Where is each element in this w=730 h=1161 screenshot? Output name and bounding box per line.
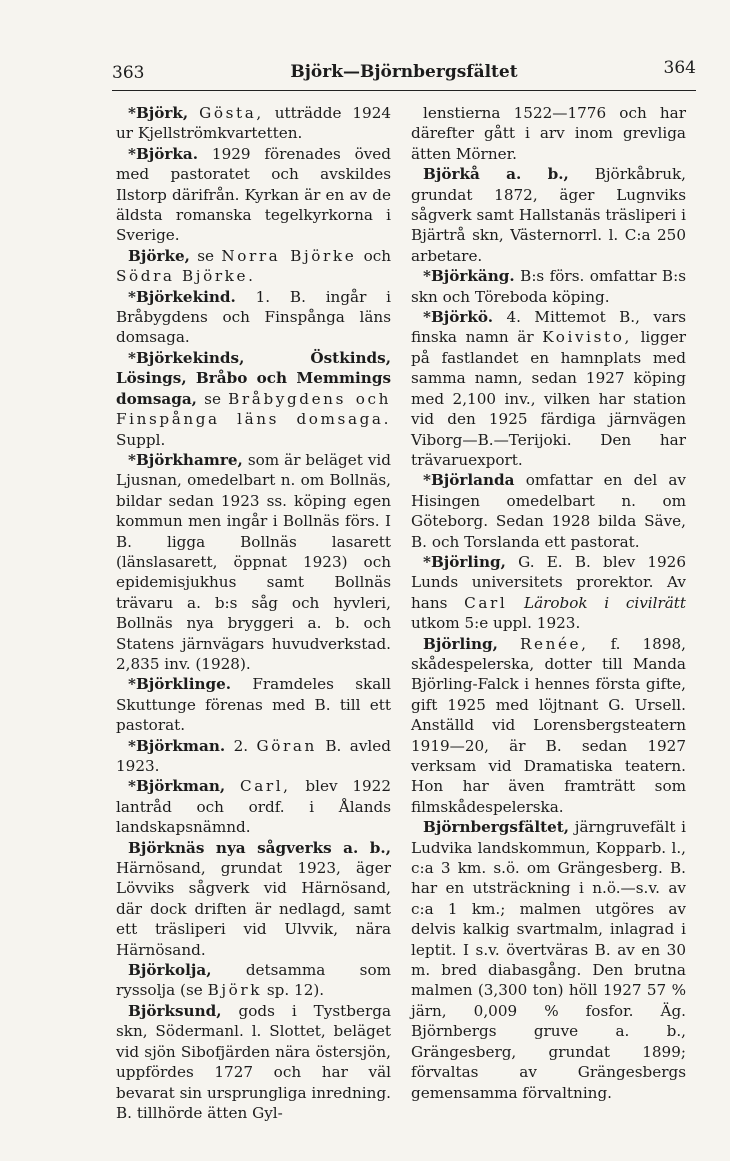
- article-entry: [116, 450, 391, 674]
- entry-headword: *Björkekinds, Östkinds, Lösings, Bråbo och Memmings domsaga,: [116, 348, 391, 408]
- spaced-name: Björk: [207, 981, 263, 1000]
- article-entry: [411, 103, 686, 164]
- entry-text-continued: Suppl.: [116, 430, 166, 449]
- article-entry: [411, 817, 686, 1103]
- entry-headword: Björke,: [128, 246, 190, 265]
- spaced-name: Carl: [464, 593, 508, 612]
- article-entry: [116, 736, 391, 777]
- entry-text: utträdde 1924 ur Kjellströmkvartetten.: [116, 104, 392, 143]
- spaced-name: Carl,: [239, 777, 291, 796]
- entry-headword: Björkå a. b.,: [423, 165, 569, 184]
- article-entry: [116, 960, 391, 1001]
- article-entry: [116, 103, 391, 144]
- article-entry: [116, 246, 391, 287]
- entry-text-continued: utkom 5:e uppl. 1923.: [411, 614, 581, 633]
- entry-text-continued: ligger på fastlandet en hamnplats med samma namn, sedan 1927 köping med 2,100 inv., vilken har station vid den 1925 färdiga järnvägen Viborg—B.—Terijoki. Den har trävaruexport.: [411, 328, 686, 469]
- article-entry: [116, 776, 391, 837]
- entry-headword: Björnbergsfältet,: [423, 818, 570, 837]
- article-entry: [116, 144, 391, 246]
- entry-text: 1. B. ingår i Bråbygdens och Finspånga läns domsaga.: [116, 287, 392, 347]
- entry-text: B:s förs. omfattar B:s skn och Töreboda köping.: [411, 267, 686, 306]
- entry-text: lenstierna 1522—1776 och har därefter gått i arv inom grevliga ätten Mörner.: [411, 104, 686, 163]
- spaced-name: Gösta,: [199, 104, 264, 122]
- entry-text: blev 1922 lantråd och ordf. i Ålands landskapsnämnd.: [116, 777, 391, 837]
- spaced-name: Renée,: [519, 634, 589, 653]
- entry-text: f. 1898, skådespelerska, dotter till Manda Björling-Falck i hennes första gifte, gift 1925 med löjtnant G. Ursell. Anställd vid Lorensbergsteatern 1919—20, är B. sedan 1927 verksam vid Dramatiska teatern. Hon har även framträtt som filmskådespelerska.: [411, 634, 686, 816]
- page-number-right: 364: [663, 58, 696, 78]
- article-entry: [116, 287, 391, 348]
- page-header: [112, 58, 696, 94]
- entry-headword: *Björkman.: [128, 736, 226, 755]
- entry-headword: *Björkäng.: [423, 267, 515, 286]
- header-rule: [112, 90, 696, 91]
- entry-headword: *Björlanda: [423, 471, 515, 490]
- article-entry: [411, 634, 686, 818]
- entry-text: 2.: [233, 736, 249, 755]
- article-entry: [116, 348, 391, 450]
- entry-text: Björkåbruk, grundat 1872, äger Lugnviks sågverk samt Hallstanäs träsliperi i Bjärtrå skn, Västernorrl. l. C:a 250 arbetare.: [411, 165, 687, 265]
- spaced-name: Göran: [256, 736, 317, 755]
- article-entry: [116, 1001, 391, 1123]
- entry-text: se: [204, 389, 221, 408]
- entry-headword: Björling,: [423, 634, 498, 653]
- entry-text: G. E. B. blev 1926 Lunds universitets prorektor. Av hans: [411, 552, 687, 612]
- entry-text: detsamma som ryssolja (se: [116, 961, 391, 1000]
- entry-headword: Björknäs nya sågverks a. b.,: [128, 838, 391, 857]
- italic-title: Lärobok i civilrätt: [524, 593, 687, 612]
- entry-headword: Björksund,: [128, 1001, 222, 1020]
- entry-text: som är beläget vid Ljusnan, omedelbart n. om Bollnäs, bildar sedan 1923 ss. köping egen kommun men ingår i Bollnäs förs. I B. ligga Bollnäs lasarett (länslasarett, öppnat 1923) och epidemisjukhus samt Bollnäs trävaru a. b:s såg och hyvleri, Bollnäs nya bryggeri a. b. och Statens järnvägars huvudverkstad. 2,835 inv. (1928).: [116, 450, 392, 673]
- entry-text-continued: sp. 12).: [266, 981, 325, 1000]
- left-column: [116, 103, 391, 1123]
- entry-headword: *Björkhamre,: [128, 450, 243, 469]
- entry-text: se: [197, 246, 215, 265]
- entry-headword: *Björk,: [128, 104, 189, 122]
- entry-text: 1929 förenades öved med pastoratet och avskildes Ilstorp därifrån. Kyrkan är en av de äldsta romanska tegelkyrkorna i Sverige.: [116, 144, 392, 245]
- article-entry: [411, 470, 686, 552]
- entry-text-continued: B. avled 1923.: [116, 736, 391, 775]
- entry-headword: *Björka.: [128, 144, 199, 163]
- spaced-name: Södra Björke.: [116, 267, 256, 286]
- spaced-name: Bråbygdens och Finspånga läns domsaga.: [116, 389, 391, 429]
- entry-headword: *Björling,: [423, 552, 506, 571]
- spaced-name: Norra Björke: [221, 246, 357, 265]
- entry-headword: *Björkö.: [423, 308, 494, 327]
- article-entry: [411, 552, 686, 634]
- entry-headword: *Björkekind.: [128, 287, 236, 306]
- entry-text-continued: och: [363, 246, 392, 265]
- entry-text: Härnösand, grundat 1923, äger Lövviks sågverk vid Härnösand, där dock driften är nedlagd, samt ett träsliperi vid Ulvvik, nära Härnösand.: [116, 859, 391, 959]
- right-column: [411, 103, 686, 1103]
- entry-headword: *Björkman,: [128, 777, 226, 796]
- entry-headword: Björkolja,: [128, 961, 212, 980]
- running-title: Björk—Björnbergsfältet: [290, 62, 518, 82]
- entry-text: gods i Tystberga skn, Södermanl. l. Slottet, beläget vid sjön Sibofjärden nära östersjön, uppfördes 1727 och har väl bevarat sin ursprungliga inredning. B. tillhörde ätten Gyl-: [116, 1001, 392, 1122]
- article-entry: [411, 266, 686, 307]
- article-entry: [116, 838, 391, 960]
- entry-text: omfattar en del av Hisingen omedelbart n. om Göteborg. Sedan 1928 bilda Säve, B. och Torslanda ett pastorat.: [411, 471, 686, 551]
- entry-text: 4. Mittemot B., vars finska namn är: [411, 308, 687, 347]
- spaced-name: Koivisto,: [542, 328, 632, 347]
- article-entry: [411, 307, 686, 470]
- entry-text: järngruvefält i Ludvika landskommun, Kopparb. l., c:a 3 km. s.ö. om Grängesberg. B. har en utsträckning i n.ö.—s.v. av c:a 1 km.; malmen utgöres av delvis kalkig svartmalm, inlagrad i leptit. I s.v. övertväras B. av en 30 m. bred diabasgång. Den brutna malmen (3,300 ton) höll 1927 57 % järn, 0,009 % fosfor. Äg. Björnbergs gruve a. b., Grängesberg, grundat 1899; förvaltas av Grängesbergs gemensamma förvaltning.: [411, 818, 686, 1102]
- entry-text: Framdeles skall Skuttunge förenas med B. till ett pastorat.: [116, 675, 391, 735]
- article-entry: [411, 164, 686, 266]
- article-entry: [116, 674, 391, 735]
- entry-headword: *Björklinge.: [128, 675, 232, 694]
- page-number-left: 363: [112, 63, 145, 83]
